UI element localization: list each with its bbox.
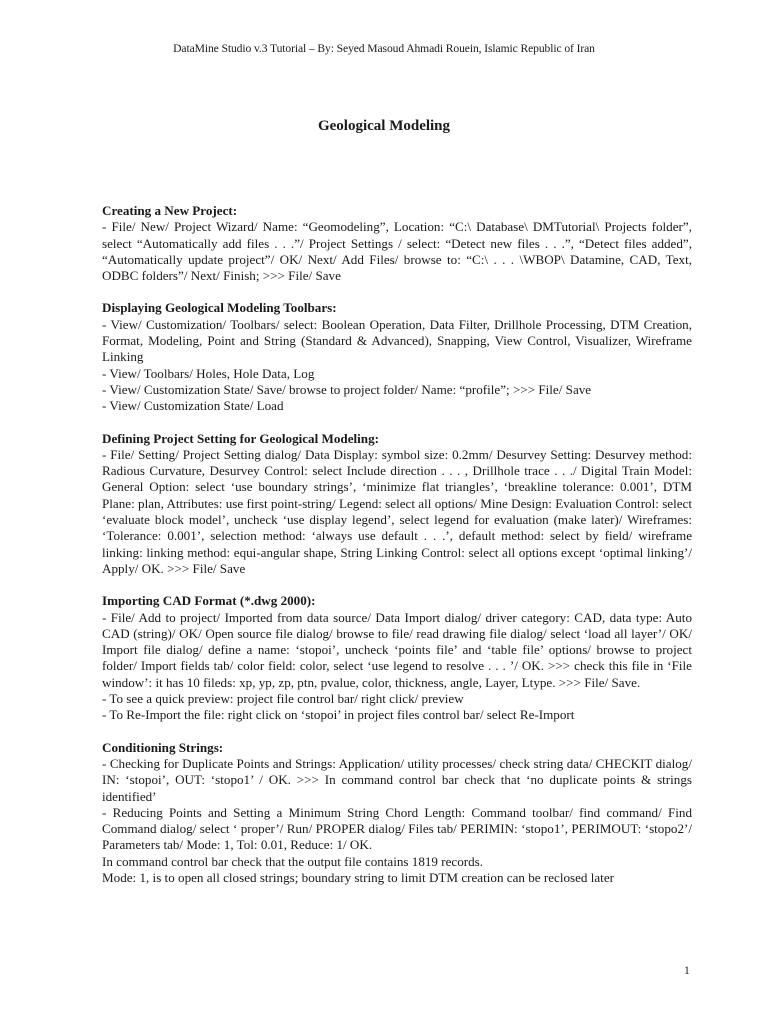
running-header: DataMine Studio v.3 Tutorial – By: Seyed Masoud Ahmadi Rouein, Islamic Republic of Iran	[173, 42, 595, 55]
page-number: 1	[684, 964, 690, 977]
section-heading: Conditioning Strings:	[102, 739, 224, 755]
section-heading: Creating a New Project:	[102, 203, 238, 218]
section-conditioning-strings	[102, 740, 692, 887]
paragraph: - View/ Customization/ Toolbars/ select: Boolean Operation, Data Filter, Drillhole Processing, DTM Creation, Format, Modeling, Point and String (Standard & Advanced), Snapping, View Control, Visualizer, Wireframe Linking	[102, 316, 692, 365]
paragraph: In command control bar check that the output file contains 1819 records.	[102, 853, 484, 869]
paragraph: - View/ Customization State/ Save/ browse to project folder/ Name: “profile”; >>> File/ Save	[102, 381, 592, 397]
paragraph: - View/ Customization State/ Load	[102, 398, 284, 414]
paragraph: - Reducing Points and Setting a Minimum String Chord Length: Command toolbar/ find command/ Find Command dialog/ select ‘ proper’/ Run/ PROPER dialog/ Files tab/ PERIMIN: ‘stopo1’, PERIMOUT: ‘stopo2’/ Parameters tab/ Mode: 1, Tol: 0.01, Reduce: 1/ OK.	[102, 804, 692, 853]
paragraph: - To see a quick preview: project file control bar/ right click/ preview	[102, 691, 464, 707]
section-creating-new-project	[102, 203, 692, 284]
section-heading: Defining Project Setting for Geological Modeling:	[102, 430, 379, 446]
paragraph: - View/ Toolbars/ Holes, Hole Data, Log	[102, 365, 315, 381]
section-heading: Displaying Geological Modeling Toolbars:	[102, 300, 337, 316]
section-project-setting	[102, 431, 692, 578]
section-importing-cad	[102, 593, 692, 723]
paragraph: - To Re-Import the file: right click on ‘stopoi’ in project files control bar/ select Re-Import	[102, 707, 575, 723]
section-displaying-toolbars	[102, 300, 692, 414]
document-title: Geological Modeling	[317, 118, 451, 134]
paragraph: - File/ Add to project/ Imported from data source/ Data Import dialog/ driver category: CAD, data type: Auto CAD (string)/ OK/ Open source file dialog/ browse to file/ read drawing file dialog/ select ‘load all layer’/ OK/ Import file dialog/ define a name: ‘stopoi’, uncheck ‘points file’ and ‘table file’ options/ browse to project folder/ Import fields tab/ color field: color, select ‘use legend to resolve . . . ’/ OK. >>> check this file in ‘File window’: it has 10 fileds: xp, yp, zp, ptn, pvalue, color, thickness, angle, Layer, Ltype. >>> File/ Save.	[102, 609, 692, 690]
paragraph: Mode: 1, is to open all closed strings; boundary string to limit DTM creation can be reclosed later	[102, 869, 614, 885]
paragraph: - Checking for Duplicate Points and Strings: Application/ utility processes/ check string data/ CHECKIT dialog/ IN: ‘stopoi’, OUT: ‘stopo1’ / OK. >>> In command control bar check that ‘no duplicate points & strings identified’	[102, 755, 692, 804]
paragraph: - File/ New/ Project Wizard/ Name: “Geomodeling”, Location: “C:\ Database\ DMTutorial\ Projects folder”, select “Automatically add files . . .”/ Project Settings / select: “Detect new files . . .”, “Detect files added”, “Automatically update project”/ OK/ Next/ Add Files/ browse to: “C:\ . . . \WBOP\ Datamine, CAD, Text, ODBC folders”/ Next/ Finish; >>> File/ Save	[102, 219, 692, 284]
section-heading: Importing CAD Format (*.dwg 2000):	[102, 593, 316, 609]
document-body	[102, 203, 692, 902]
paragraph: - File/ Setting/ Project Setting dialog/ Data Display: symbol size: 0.2mm/ Desurvey Setting: Desurvey method: Radious Curvature, Desurvey Control: select Include direction . . . , Drillhole trace . . ./ Digital Train Model: General Option: select ‘use boundary strings’, ‘minimize flat triangles’, ‘breakline tolerance: 0.001’, DTM Plane: plan, Attributes: use first point-string/ Legend: select all options/ Mine Design: Evaluation Control: select ‘evaluate block model’, uncheck ‘use display legend’, select legend for evaluation (make later)/ Wireframes: ‘Tolerance: 0.001’, selection method: ‘always use default . . .’, default method: select by field/ wireframe linking: linking method: equi-angular shape, String Linking Control: select all options except ‘optimal linking’/ Apply/ OK. >>> File/ Save	[102, 446, 692, 576]
